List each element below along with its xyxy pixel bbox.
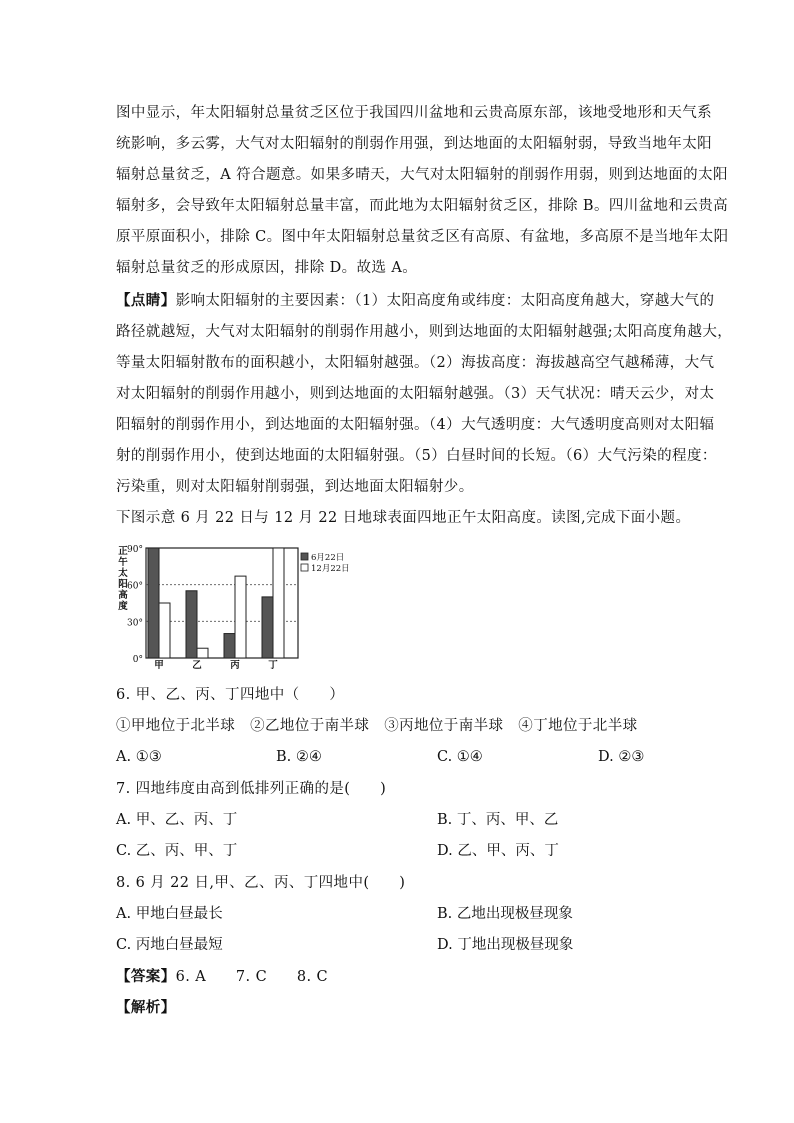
q6-option-b[interactable]: B. ②④: [276, 749, 322, 765]
q7-option-d[interactable]: D. 乙、甲、丙、丁: [437, 843, 559, 859]
x-category-label: 丙: [230, 660, 240, 670]
x-category-label: 丁: [268, 660, 278, 670]
q8-option-b[interactable]: B. 乙地出现极昼现象: [437, 906, 573, 922]
y-axis-label-char: 午: [118, 557, 128, 568]
legend-swatch: [301, 553, 308, 560]
q7-stem: 7. 四地纬度由高到低排列正确的是( ): [116, 781, 387, 797]
analysis-line-3: 辐射总量贫乏，A 符合题意。如果多晴天，大气对太阳辐射的削弱作用弱，则到达地面的太阳: [116, 167, 728, 183]
legend-label: 6月22日: [311, 553, 345, 563]
solar-altitude-chart: [116, 538, 376, 670]
analysis-line-5: 原平原面积小，排除 C。图中年太阳辐射总量贫乏区有高原、有盆地，多高原不是当地年太阳: [116, 229, 729, 245]
tip-line-5: 阳辐射的削弱作用小，到达地面的太阳辐射强。（4）大气透明度：大气透明度高则对太阳辐: [116, 417, 715, 433]
analysis-label: 【解析】: [116, 999, 176, 1016]
q8-option-a[interactable]: A. 甲地白昼最长: [116, 906, 223, 922]
y-axis-label-char: 正: [118, 546, 128, 557]
x-category-label: 甲: [154, 660, 164, 670]
bar: [273, 548, 284, 658]
q6-stem: 6. 甲、乙、丙、丁四地中（ ）: [116, 687, 345, 703]
q6-statements: ①甲地位于北半球 ②乙地位于南半球 ③丙地位于南半球 ④丁地位于北半球: [116, 718, 638, 734]
q6-option-a[interactable]: A. ①③: [116, 749, 162, 765]
y-tick-label: 90°: [127, 545, 143, 555]
tip-line-7: 污染重，则对太阳辐射削弱强，到达地面太阳辐射少。: [116, 479, 474, 495]
bar: [235, 576, 246, 658]
q6-option-c[interactable]: C. ①④: [437, 749, 483, 765]
tip-label: 【点睛】: [116, 292, 176, 309]
y-tick-label: 0°: [132, 655, 143, 665]
tip-text-1: 影响太阳辐射的主要因素：（1）太阳高度角或纬度：太阳高度角越大，穿越大气的: [175, 293, 715, 309]
bar: [186, 591, 197, 658]
y-axis-label-char: 太: [118, 568, 128, 579]
q8-stem: 8. 6 月 22 日,甲、乙、丙、丁四地中( ): [116, 875, 406, 891]
y-axis-label-char: 高: [118, 590, 128, 601]
tip-line-3: 等量太阳辐射散布的面积越小，太阳辐射越强。（2）海拔高度：海拔越高空气越稀薄，大气: [116, 355, 715, 371]
q7-option-a[interactable]: A. 甲、乙、丙、丁: [116, 812, 238, 828]
q7-option-b[interactable]: B. 丁、丙、甲、乙: [437, 812, 559, 828]
tip-line-6: 射的削弱作用小，使到达地面的太阳辐射强。（5）白昼时间的长短。（6）大气污染的程度：: [116, 448, 717, 464]
x-category-label: 乙: [192, 660, 202, 670]
bar: [197, 648, 208, 658]
y-tick-label: 30°: [127, 618, 143, 629]
q8-option-d[interactable]: D. 丁地出现极昼现象: [437, 937, 574, 953]
bar: [262, 597, 273, 658]
legend-swatch: [301, 564, 308, 571]
y-axis-label-char: 阳: [118, 579, 128, 590]
analysis-line-2: 统影响，多云雾，大气对太阳辐射的削弱作用强，到达地面的太阳辐射弱，导致当地年太阳: [116, 136, 712, 152]
analysis-line-6: 辐射总量贫乏的形成原因，排除 D。故选 A。: [116, 260, 418, 276]
bar: [224, 634, 235, 658]
bar: [148, 548, 159, 658]
bar: [159, 603, 170, 658]
y-axis-label-char: 度: [118, 601, 128, 612]
analysis-line-1: 图中显示，年太阳辐射总量贫乏区位于我国四川盆地和云贵高原东部，该地受地形和天气系: [116, 105, 712, 121]
tip-line-1: [116, 291, 714, 311]
chart-intro: 下图示意 6 月 22 日与 12 月 22 日地球表面四地正午太阳高度。读图,完成下面小题。: [116, 510, 691, 526]
tip-line-4: 对太阳辐射的削弱作用越小，则到达地面的太阳辐射越强。（3）天气状况：晴天云少，对太: [116, 386, 715, 402]
q7-option-c[interactable]: C. 乙、丙、甲、丁: [116, 843, 238, 859]
q6-option-d[interactable]: D. ②③: [598, 749, 645, 765]
analysis-heading: [116, 998, 176, 1018]
answer-line: [116, 967, 328, 987]
q8-option-c[interactable]: C. 丙地白昼最短: [116, 937, 223, 953]
analysis-line-4: 辐射多，会导致年太阳辐射总量丰富，而此地为太阳辐射贫乏区，排除 B。四川盆地和云贵高: [116, 198, 729, 214]
answer-label: 【答案】: [116, 968, 176, 985]
y-tick-label: 60°: [127, 581, 143, 592]
tip-line-2: 路径就越短，大气对太阳辐射的削弱作用越小，则到达地面的太阳辐射越强;太阳高度角越大，: [116, 324, 733, 340]
answer-text: 6. A 7. C 8. C: [175, 969, 329, 985]
legend-label: 12月22日: [311, 564, 350, 574]
